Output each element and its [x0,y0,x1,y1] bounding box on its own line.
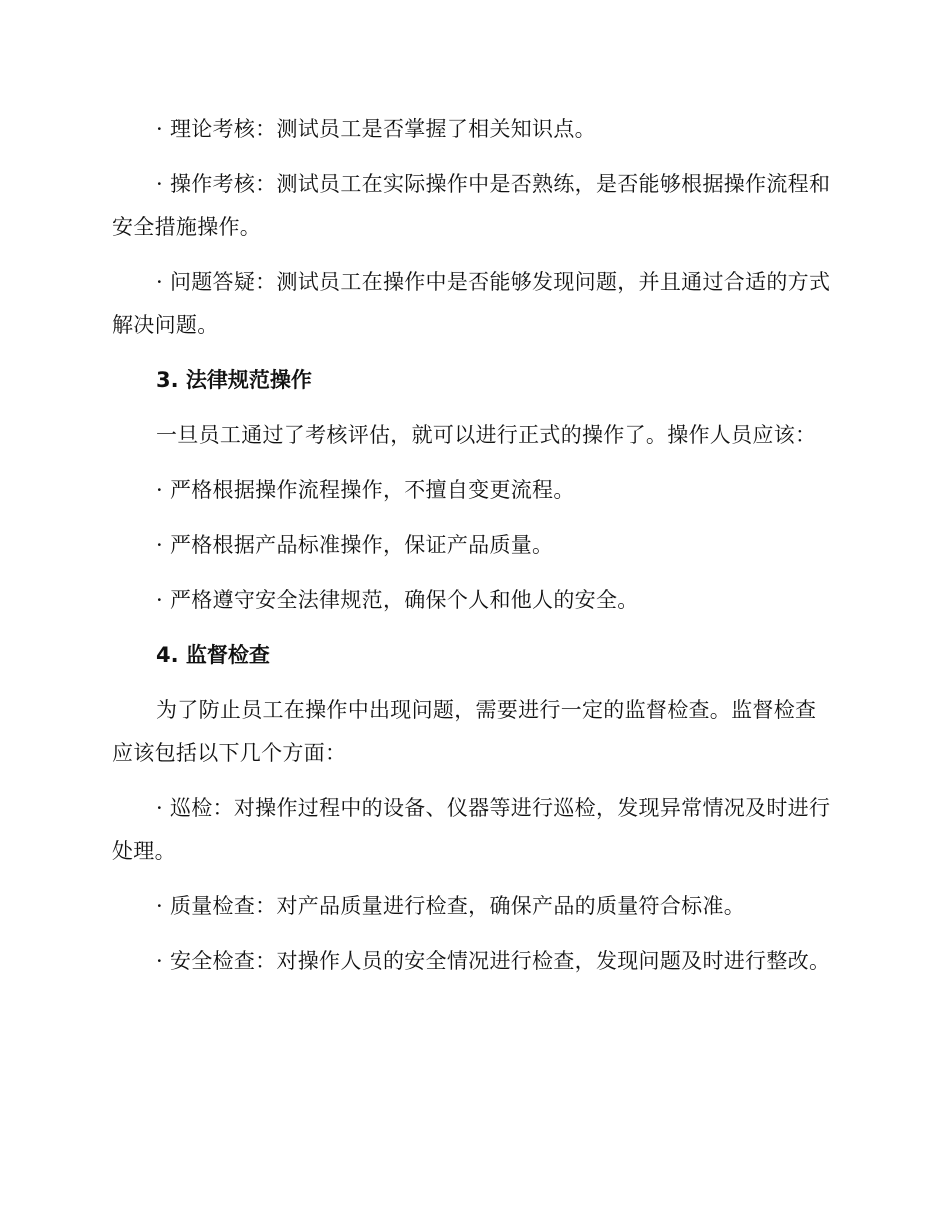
bullet-safety-inspection: · 安全检查：对操作人员的安全情况进行检查，发现问题及时进行整改。 [156,949,831,973]
bullet-operation-assessment: · 操作考核：测试员工在实际操作中是否熟练，是否能够根据操作流程和安全措施操作。 [112,172,831,239]
bullet-follow-safety-law: · 严格遵守安全法律规范，确保个人和他人的安全。 [156,588,639,612]
section-heading-supervision: 4. 监督检查 [156,643,270,667]
bullet-question-answering: · 问题答疑：测试员工在操作中是否能够发现问题，并且通过合适的方式解决问题。 [112,270,831,337]
bullet-theory-assessment: · 理论考核：测试员工是否掌握了相关知识点。 [156,117,596,141]
bullet-follow-process: · 严格根据操作流程操作，不擅自变更流程。 [156,478,575,502]
bullet-patrol-inspection: · 巡检：对操作过程中的设备、仪器等进行巡检，发现异常情况及时进行处理。 [112,796,831,863]
paragraph-intro-operation: 一旦员工通过了考核评估，就可以进行正式的操作了。操作人员应该： [156,423,817,447]
section-heading-legal-operation: 3. 法律规范操作 [156,368,312,392]
bullet-follow-standard: · 严格根据产品标准操作，保证产品质量。 [156,533,554,557]
document-body [112,108,832,995]
paragraph-intro-supervision: 为了防止员工在操作中出现问题，需要进行一定的监督检查。监督检查应该包括以下几个方面： [112,698,817,765]
bullet-quality-inspection: · 质量检查：对产品质量进行检查，确保产品的质量符合标准。 [156,894,746,918]
